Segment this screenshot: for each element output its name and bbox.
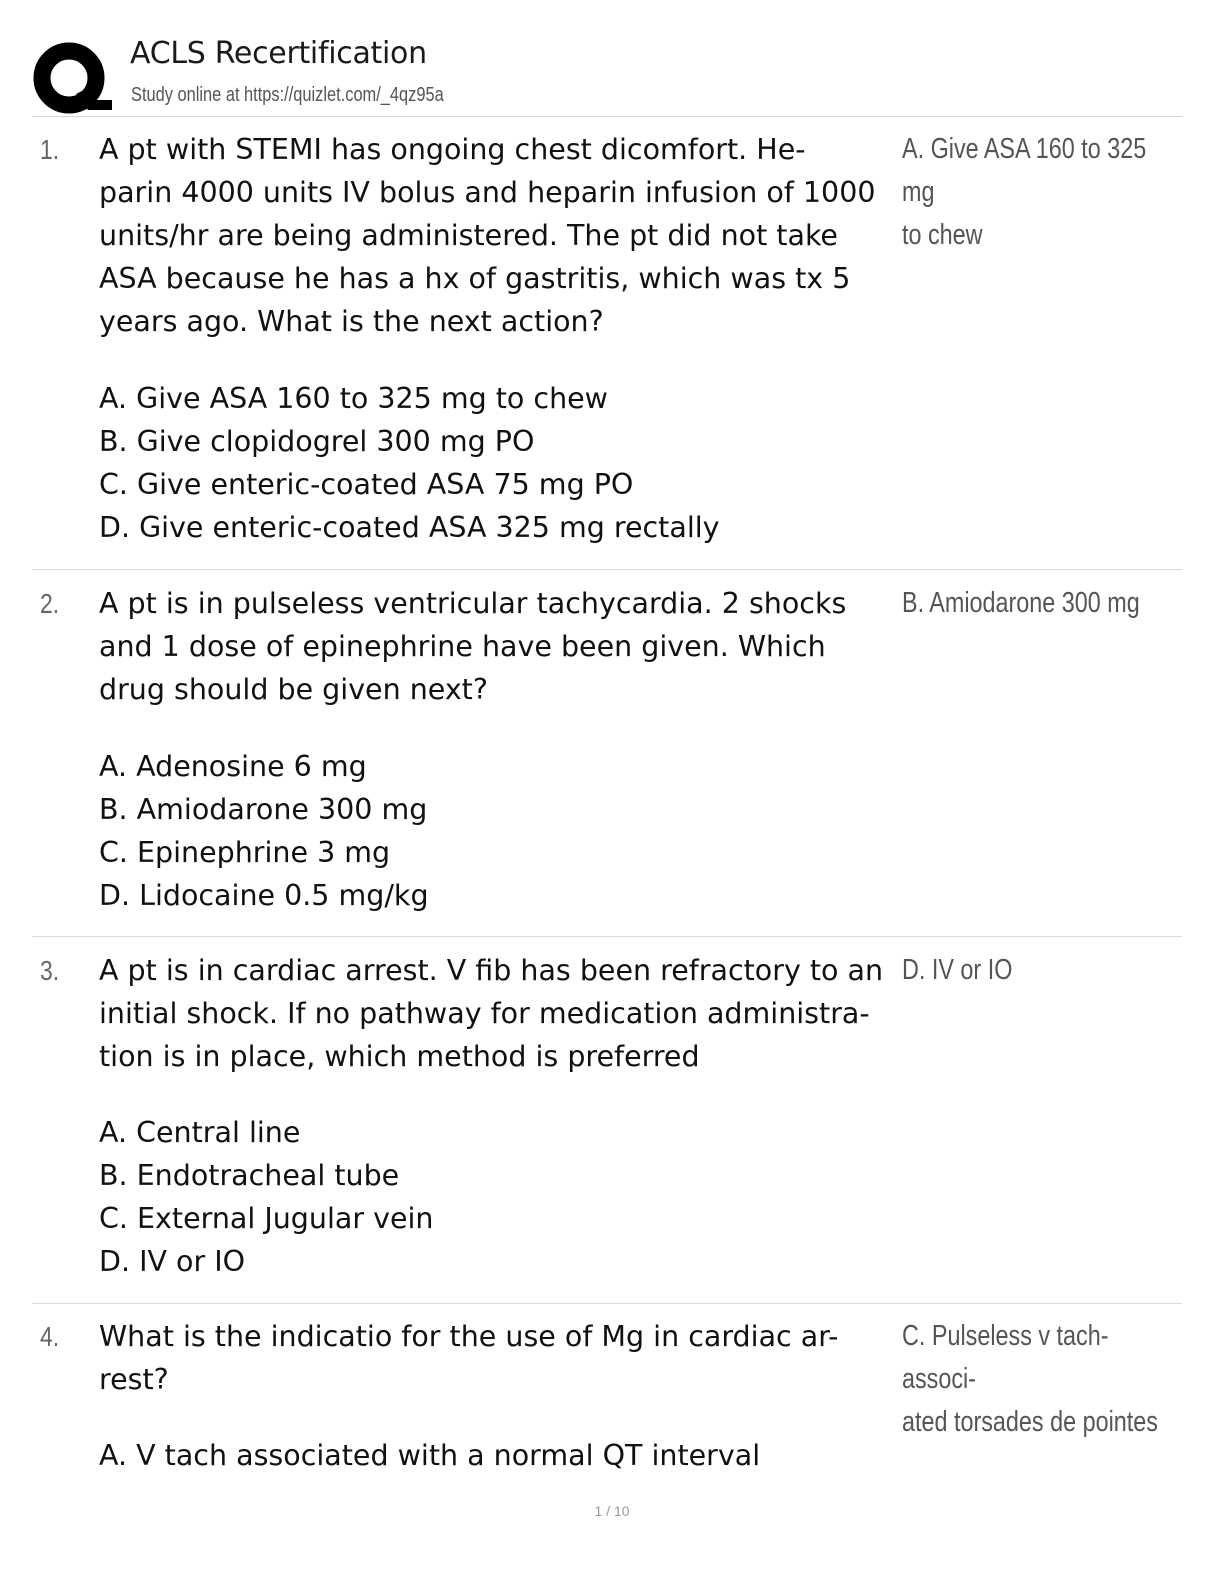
question-line: and 1 dose of epinephrine have been given. Which xyxy=(99,630,826,663)
option-c: C. Give enteric-coated ASA 75 mg PO xyxy=(99,468,634,501)
answer-line: B. Amiodarone 300 mg xyxy=(902,587,1140,619)
card-divider xyxy=(32,936,1182,937)
answer-options xyxy=(99,1434,760,1477)
card-number: 4. xyxy=(40,1321,60,1352)
question-line: drug should be given next? xyxy=(99,673,488,706)
question-line: What is the indicatio for the use of Mg in cardiac ar- xyxy=(99,1320,839,1353)
question-line: years ago. What is the next action? xyxy=(99,305,604,338)
flashcard-3 xyxy=(32,949,1182,1304)
answer-line: ated torsades de pointes xyxy=(902,1406,1158,1438)
question-line: tion is in place, which method is preferred xyxy=(99,1040,700,1073)
card-answer xyxy=(902,949,1173,992)
card-answer xyxy=(902,1315,1173,1444)
question-line: A pt is in cardiac arrest. V fib has been refractory to an xyxy=(99,954,884,987)
option-b: B. Amiodarone 300 mg xyxy=(99,793,428,826)
answer-options xyxy=(99,377,720,549)
option-b: B. Give clopidogrel 300 mg PO xyxy=(99,425,535,458)
question-line: units/hr are being administered. The pt did not take xyxy=(99,219,838,252)
card-number: 3. xyxy=(40,955,60,986)
question-line: A pt with STEMI has ongoing chest dicomfort. He- xyxy=(99,133,806,166)
card-answer xyxy=(902,582,1173,625)
option-a: A. V tach associated with a normal QT interval xyxy=(99,1439,761,1472)
option-d: D. Give enteric-coated ASA 325 mg rectally xyxy=(99,511,720,544)
option-d: D. IV or IO xyxy=(99,1245,246,1278)
option-c: C. Epinephrine 3 mg xyxy=(99,836,391,869)
option-a: A. Give ASA 160 to 325 mg to chew xyxy=(99,382,608,415)
card-answer xyxy=(902,128,1173,257)
page-number: 1 / 10 xyxy=(594,1503,630,1519)
option-a: A. Central line xyxy=(99,1116,301,1149)
card-question xyxy=(99,582,899,711)
flashcard-2 xyxy=(32,582,1182,937)
answer-line: D. IV or IO xyxy=(902,954,1013,986)
question-line: rest? xyxy=(99,1363,169,1396)
option-b: B. Endotracheal tube xyxy=(99,1159,400,1192)
card-divider xyxy=(32,569,1182,570)
card-question xyxy=(99,128,899,343)
option-c: C. External Jugular vein xyxy=(99,1202,434,1235)
set-title: ACLS Recertification xyxy=(130,36,427,71)
flashcard-1 xyxy=(32,128,1182,570)
card-question xyxy=(99,1315,899,1401)
card-question xyxy=(99,949,899,1078)
flashcard-4 xyxy=(32,1315,1182,1485)
card-divider xyxy=(32,1303,1182,1304)
question-line: A pt is in pulseless ventricular tachycardia. 2 shocks xyxy=(99,587,847,620)
answer-options xyxy=(99,745,429,917)
answer-line: A. Give ASA 160 to 325 mg xyxy=(902,133,1147,208)
option-a: A. Adenosine 6 mg xyxy=(99,750,367,783)
header-divider xyxy=(32,116,1182,117)
question-line: initial shock. If no pathway for medication administra- xyxy=(99,997,870,1030)
quizlet-q-logo-icon xyxy=(32,38,114,120)
question-line: ASA because he has a hx of gastritis, which was tx 5 xyxy=(99,262,851,295)
answer-line: to chew xyxy=(902,219,983,251)
answer-options xyxy=(99,1111,434,1283)
study-online-link[interactable]: Study online at https://quizlet.com/_4qz95a xyxy=(131,84,444,106)
answer-line: C. Pulseless v tach-associ- xyxy=(902,1320,1109,1395)
page-header xyxy=(32,30,1182,116)
option-d: D. Lidocaine 0.5 mg/kg xyxy=(99,879,429,912)
question-line: parin 4000 units IV bolus and heparin infusion of 1000 xyxy=(99,176,876,209)
card-number: 2. xyxy=(40,588,60,619)
card-number: 1. xyxy=(40,134,60,165)
